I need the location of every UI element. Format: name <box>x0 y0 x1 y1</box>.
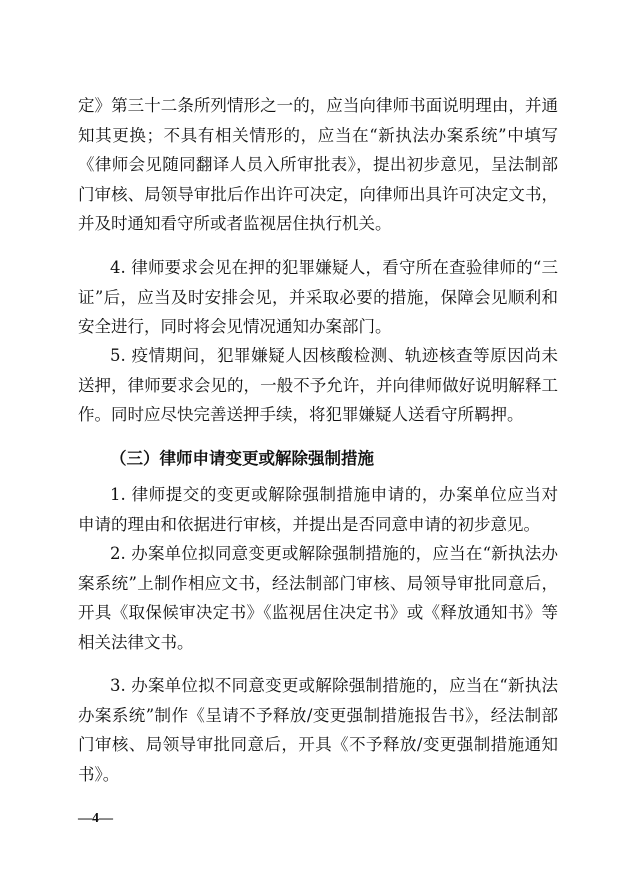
paragraph-item-1: 1. 律师提交的变更或解除强制措施申请的，办案单位应当对申请的理由和依据进行审核，并提出是否同意申请的初步意见。 <box>78 485 558 534</box>
section-heading: （三）律师申请变更或解除强制措施 <box>110 449 374 468</box>
page-number: —4— <box>78 811 113 826</box>
paragraph-item-5: 5. 疫情期间，犯罪嫌疑人因核酸检测、轨迹核查等原因尚未送押，律师要求会见的，一般不予允许，并向律师做好说明解释工作。同时应尽快完善送押手续，将犯罪嫌疑人送看守所羁押。 <box>78 346 558 424</box>
paragraph-continued: 定》第三十二条所列情形之一的，应当向律师书面说明理由，并通知其更换；不具有相关情形的，应当在“新执法办案系统”中填写《律师会见随同翻译人员入所审批表》，提出初步意见，呈法制部门审核、局领导审批后作出许可决定，向律师出具许可决定文书，并及时通知看守所或者监视居住执行机关。 <box>78 96 558 233</box>
paragraph-item-2: 2. 办案单位拟同意变更或解除强制措施的，应当在“新执法办案系统”上制作相应文书，经法制部门审核、局领导审批同意后，开具《取保候审决定书》《监视居住决定书》或《释放通知书》等相关法律文书。 <box>78 544 558 652</box>
paragraph-item-4: 4. 律师要求会见在押的犯罪嫌疑人，看守所在查验律师的“三证”后，应当及时安排会见，并采取必要的措施，保障会见顺利和安全进行，同时将会见情况通知办案部门。 <box>78 258 558 336</box>
paragraph-item-3: 3. 办案单位拟不同意变更或解除强制措施的，应当在“新执法办案系统”制作《呈请不予释放/变更强制措施报告书》，经法制部门审核、局领导审批同意后，开具《不予释放/变更强制措施通知书》。 <box>78 676 558 784</box>
